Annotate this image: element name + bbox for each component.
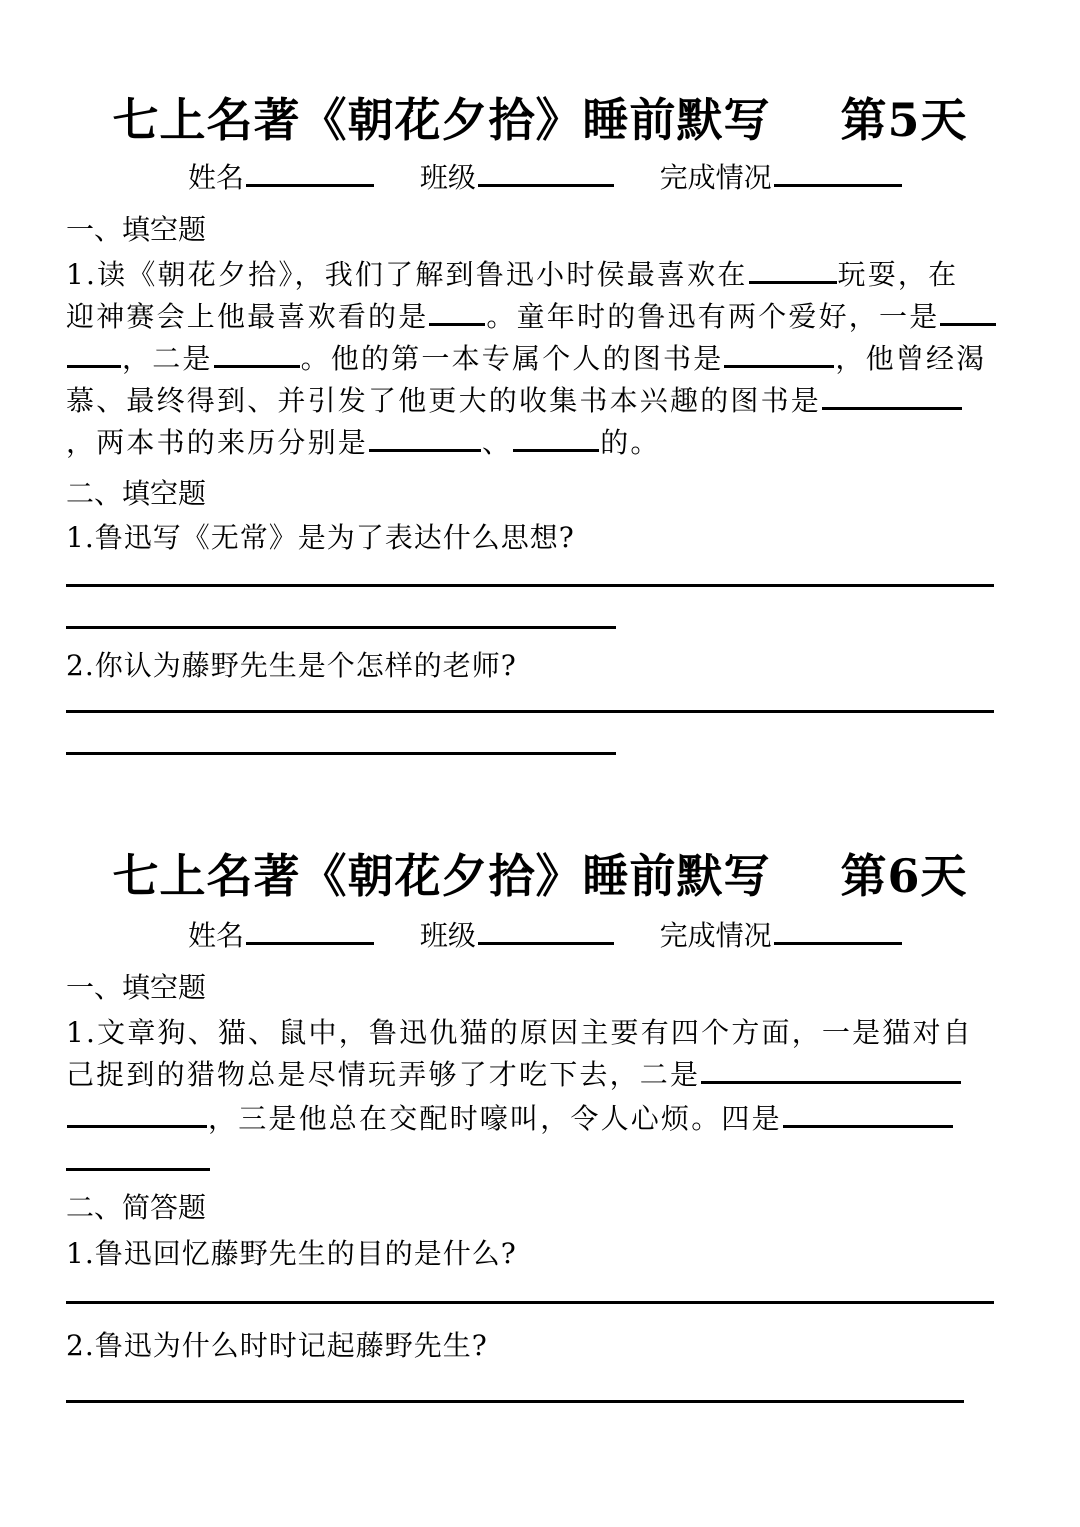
title-text: 七上名著《朝花夕拾》睡前默写 <box>112 849 771 903</box>
name-field[interactable] <box>246 916 374 945</box>
student-info-row <box>188 914 902 954</box>
answer-line[interactable] <box>66 1168 210 1171</box>
fill-blank[interactable] <box>513 425 599 452</box>
name-field[interactable] <box>246 158 374 187</box>
class-label: 班级 <box>419 161 476 194</box>
fill-blank[interactable] <box>369 425 481 452</box>
section-heading: 一、填空题 <box>66 213 207 246</box>
fill-line: 慕、最终得到、并引发了他更大的收集书本兴趣的图书是 <box>66 380 963 422</box>
fill-line: 迎神赛会上他最喜欢看的是 。童年时的鲁迅有两个爱好，一是 <box>66 296 997 338</box>
worksheet-title-day5 <box>0 84 1080 150</box>
class-field[interactable] <box>478 158 614 187</box>
fill-line: ，三是他总在交配时嚎叫，令人心烦。四是 <box>66 1098 954 1140</box>
class-field[interactable] <box>478 916 614 945</box>
name-label: 姓名 <box>188 919 245 952</box>
day-label: 第6天 <box>840 849 968 903</box>
fill-blank[interactable] <box>67 341 121 368</box>
answer-line[interactable] <box>66 1301 994 1304</box>
worksheet-title-day6 <box>0 840 1080 906</box>
fill-line: 1.读《朝花夕拾》，我们了解到鲁迅小时侯最喜欢在 玩耍，在 <box>66 258 959 291</box>
fill-line: ，二是 。他的第一本专属个人的图书是 ，他曾经渴 <box>66 338 986 380</box>
fill-blank[interactable] <box>749 257 837 284</box>
fill-blank[interactable] <box>783 1101 953 1128</box>
answer-line[interactable] <box>66 710 994 713</box>
student-info-row <box>188 156 902 196</box>
name-label: 姓名 <box>188 161 245 194</box>
fill-blank[interactable] <box>214 341 300 368</box>
answer-line[interactable] <box>66 584 994 587</box>
answer-line[interactable] <box>66 752 616 755</box>
fill-blank[interactable] <box>701 1057 961 1084</box>
status-field[interactable] <box>774 916 902 945</box>
fill-blank[interactable] <box>724 341 834 368</box>
answer-line[interactable] <box>66 626 616 629</box>
fill-blank[interactable] <box>429 299 485 326</box>
section-heading: 二、简答题 <box>66 1191 207 1224</box>
day-label: 第5天 <box>840 93 968 147</box>
question-2: 2.你认为藤野先生是个怎样的老师? <box>66 649 517 682</box>
status-label: 完成情况 <box>659 161 772 194</box>
status-field[interactable] <box>774 158 902 187</box>
question-1: 1.鲁迅回忆藤野先生的目的是什么? <box>66 1237 517 1270</box>
status-label: 完成情况 <box>659 919 772 952</box>
section-heading: 二、填空题 <box>66 477 207 510</box>
title-text: 七上名著《朝花夕拾》睡前默写 <box>112 93 771 147</box>
class-label: 班级 <box>419 919 476 952</box>
question-2: 2.鲁迅为什么时时记起藤野先生? <box>66 1329 488 1362</box>
answer-line[interactable] <box>66 1400 964 1403</box>
fill-line: ，两本书的来历分别是 、 的。 <box>66 426 661 459</box>
fill-blank[interactable] <box>940 299 996 326</box>
fill-line: 己捉到的猎物总是尽情玩弄够了才吃下去，二是 <box>66 1054 962 1096</box>
section-heading: 一、填空题 <box>66 971 207 1004</box>
question-1: 1.鲁迅写《无常》是为了表达什么思想? <box>66 521 575 554</box>
fill-blank[interactable] <box>67 1101 207 1128</box>
fill-blank[interactable] <box>822 383 962 410</box>
fill-line: 1.文章狗、猫、鼠中，鲁迅仇猫的原因主要有四个方面，一是猫对自 <box>66 1016 973 1049</box>
